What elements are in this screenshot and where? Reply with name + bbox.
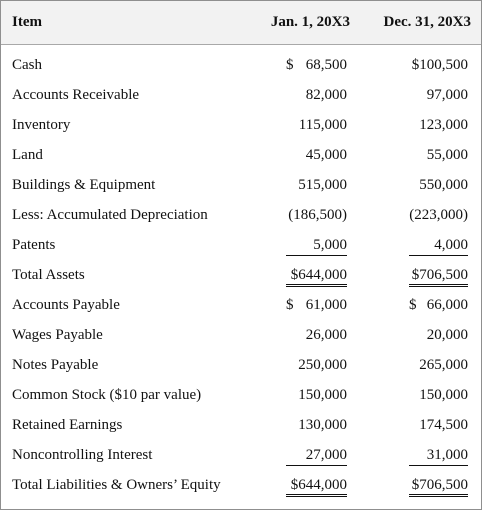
jan-total: $644,000 xyxy=(286,267,347,287)
table-row xyxy=(1,141,481,171)
dec-value: 55,000 xyxy=(426,147,468,163)
row-label: Less: Accumulated Depreciation xyxy=(12,207,208,223)
row-label: Common Stock ($10 par value) xyxy=(12,387,202,403)
dec-value: 174,500 xyxy=(419,417,468,433)
dec-value: 550,000 xyxy=(419,177,468,193)
row-label: Buildings & Equipment xyxy=(12,177,156,193)
table-row xyxy=(1,381,481,411)
row-label: Notes Payable xyxy=(12,357,99,373)
dec-value: 97,000 xyxy=(426,87,468,103)
row-label: Cash xyxy=(12,57,42,73)
row-label: Accounts Receivable xyxy=(12,87,140,103)
dec-value: 20,000 xyxy=(426,327,468,343)
header-item: Item xyxy=(12,14,42,30)
table-row xyxy=(1,441,481,471)
table-row xyxy=(1,231,481,261)
table-row xyxy=(1,201,481,231)
jan-value: 130,000 xyxy=(298,417,347,433)
header-jan: Jan. 1, 20X3 xyxy=(270,14,350,30)
jan-value: 150,000 xyxy=(298,387,347,403)
jan-value: $ 61,000 xyxy=(286,297,347,313)
table-row xyxy=(1,351,481,381)
table-row xyxy=(1,81,481,111)
dec-value: 123,000 xyxy=(419,117,468,133)
jan-value: 82,000 xyxy=(305,87,347,103)
table-row xyxy=(1,51,481,81)
jan-value: 26,000 xyxy=(305,327,347,343)
table-row xyxy=(1,321,481,351)
dec-value: $100,500 xyxy=(411,57,468,73)
jan-value: (186,500) xyxy=(288,207,347,223)
jan-value: 515,000 xyxy=(298,177,347,193)
dec-value: 150,000 xyxy=(419,387,468,403)
jan-total: $644,000 xyxy=(286,477,347,497)
jan-value: 115,000 xyxy=(298,117,347,133)
dec-value: 4,000 xyxy=(409,237,468,256)
dec-total: $706,500 xyxy=(409,477,468,497)
table-row xyxy=(1,471,481,501)
dec-value: 31,000 xyxy=(409,447,468,466)
jan-value: $ 68,500 xyxy=(286,57,347,73)
dec-value: (223,000) xyxy=(409,207,468,223)
row-label: Land xyxy=(12,147,43,163)
jan-value: 27,000 xyxy=(286,447,347,466)
table-row xyxy=(1,411,481,441)
table-header xyxy=(1,1,481,45)
row-label: Total Liabilities & Owners’ Equity xyxy=(12,477,221,493)
dec-value: 265,000 xyxy=(419,357,468,373)
table-row xyxy=(1,291,481,321)
dec-total: $706,500 xyxy=(409,267,468,287)
row-label: Patents xyxy=(12,237,56,253)
row-label: Inventory xyxy=(12,117,71,133)
jan-value: 5,000 xyxy=(286,237,347,256)
table-row xyxy=(1,111,481,141)
row-label: Accounts Payable xyxy=(12,297,120,313)
table-row xyxy=(1,171,481,201)
jan-value: 45,000 xyxy=(305,147,347,163)
row-label: Retained Earnings xyxy=(12,417,123,433)
table-row xyxy=(1,261,481,291)
row-label: Total Assets xyxy=(12,267,85,283)
row-label: Wages Payable xyxy=(12,327,103,343)
jan-value: 250,000 xyxy=(298,357,347,373)
dec-value: $ 66,000 xyxy=(409,297,468,313)
header-dec: Dec. 31, 20X3 xyxy=(383,14,471,30)
row-label: Noncontrolling Interest xyxy=(12,447,153,463)
